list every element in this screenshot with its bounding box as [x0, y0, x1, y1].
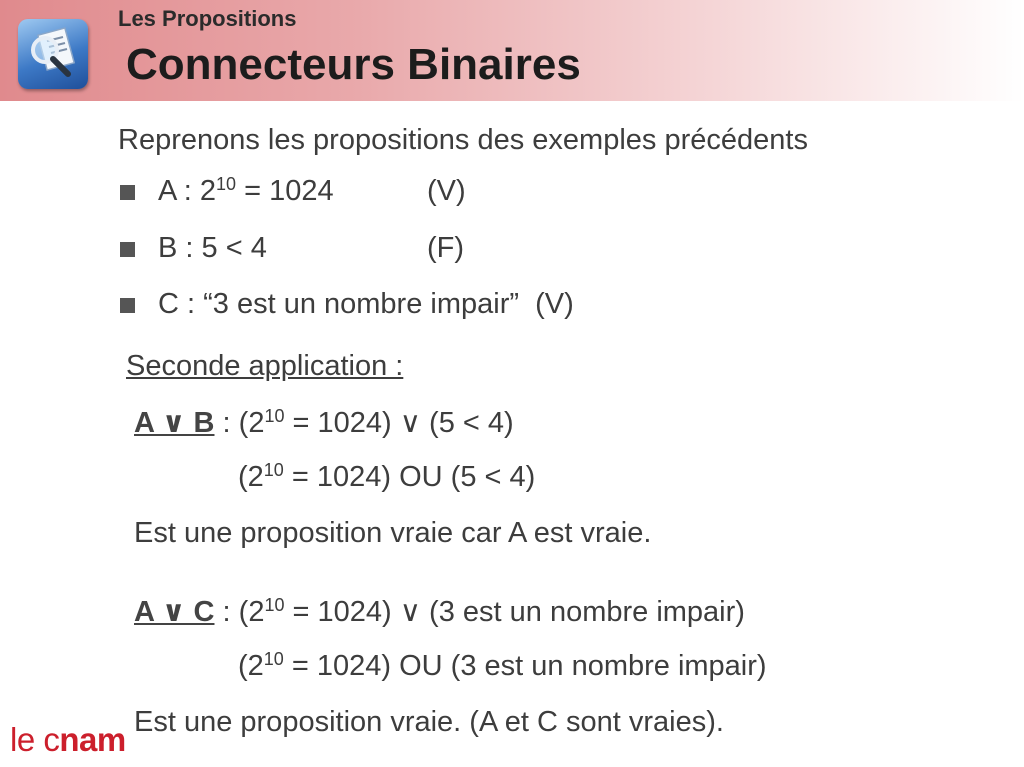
- bullet-b-value: (F): [427, 232, 465, 264]
- bullet-a-label: A : 2: [158, 175, 217, 207]
- example2-line1: A ∨ C : $(2^{10} = 1024)$ ∨ (3 est un nombre impair): [134, 595, 745, 628]
- bullet-a-rest: = 1024: [236, 175, 334, 207]
- slide-subtitle: Les Propositions: [118, 6, 297, 31]
- bullet-b-label: B : 5 < 4: [158, 232, 267, 264]
- slide-header: [0, 0, 1024, 101]
- example1-line1: A ∨ B : $(2^{10} = 1024)$ ∨ (5 < 4): [134, 406, 514, 439]
- example1-conclusion: Est une proposition vraie car A est vraie.: [134, 517, 652, 549]
- bullet-c-value: (V): [535, 288, 574, 320]
- example1-line2: $(2^{10} = 1024)$ OU (5 < 4): [238, 460, 536, 493]
- bullet-square-icon: [120, 298, 135, 313]
- example1-term: A ∨ B: [134, 407, 215, 439]
- example2-conclusion: Est une proposition vraie. (A et C sont vraies).: [134, 706, 724, 738]
- example2-line2: $(2^{10} = 1024)$ OU (3 est un nombre impair): [238, 649, 767, 682]
- intro-text: Reprenons les propositions des exemples précédents: [118, 124, 808, 156]
- section-title: Seconde application :: [126, 350, 404, 382]
- document-magnifier-icon: [18, 19, 88, 89]
- slide-title: Connecteurs Binaires: [126, 40, 581, 89]
- bullet-square-icon: [120, 242, 135, 257]
- bullet-c-label: C : “3 est un nombre impair”: [158, 288, 520, 320]
- bullet-square-icon: [120, 185, 135, 200]
- bullet-a-value: (V): [427, 175, 466, 207]
- example2-term: A ∨ C: [134, 596, 215, 628]
- bullet-a-exponent: 10: [216, 174, 237, 194]
- cnam-logo: le cnam: [10, 721, 126, 758]
